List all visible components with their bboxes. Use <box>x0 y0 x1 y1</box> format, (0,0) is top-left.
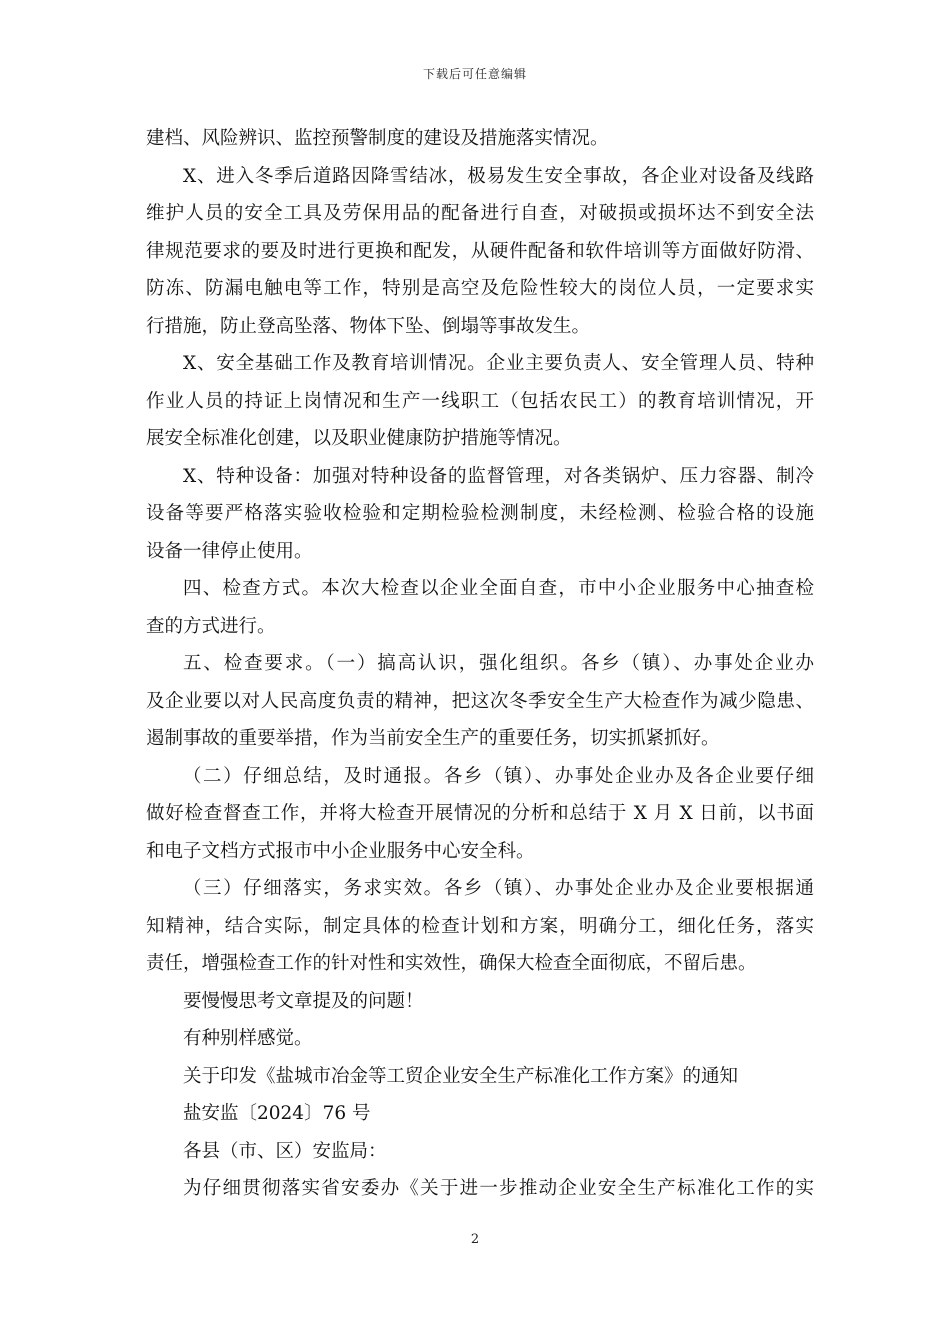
text-line: 防冻、防漏电触电等工作，特别是高空及危险性较大的岗位人员，一定要求实 <box>146 278 814 299</box>
text-line: 建档、风险辨识、监控预警制度的建设及措施落实情况。 <box>146 128 609 149</box>
text-line: 五、检查要求。（一）搞高认识，强化组织。各乡（镇）、办事处企业办 <box>183 653 814 674</box>
text-line: 设备一律停止使用。 <box>146 540 313 562</box>
text-line: 维护人员的安全工具及劳保用品的配备进行自查，对破损或损坏达不到安全法 <box>146 203 814 224</box>
text-line: 为仔细贯彻落实省安委办《关于进一步推动企业安全生产标准化工作的实 <box>183 1178 814 1199</box>
text-line: 做好检查督查工作，并将大检查开展情况的分析和总结于 X 月 X 日前，以书面 <box>146 803 814 824</box>
document-body <box>146 120 814 1208</box>
text-line: （二）仔细总结，及时通报。各乡（镇）、办事处企业办及各企业要仔细 <box>183 765 814 787</box>
text-line: 设备等要严格落实验收检验和定期检验检测制度，未经检测、检验合格的设施 <box>146 503 814 524</box>
text-line: X、安全基础工作及教育培训情况。企业主要负责人、安全管理人员、特种 <box>183 353 814 374</box>
page-header: 下载后可任意编辑 <box>422 67 527 81</box>
text-line: 盐安监〔2024〕76 号 <box>183 1103 371 1124</box>
text-line: （三）仔细落实，务求实效。各乡（镇）、办事处企业办及企业要根据通 <box>183 878 814 899</box>
text-line: 作业人员的持证上岗情况和生产一线职工（包括农民工）的教育培训情况，开 <box>146 390 814 412</box>
text-line: 关于印发《盐城市冶金等工贸企业安全生产标准化工作方案》的通知 <box>183 1065 739 1087</box>
page-number: 2 <box>470 1232 480 1247</box>
text-line: 行措施，防止登高坠落、物体下坠、倒塌等事故发生。 <box>146 315 591 337</box>
text-line: 有种别样感觉。 <box>183 1028 313 1049</box>
text-line: 四、检查方式。本次大检查以企业全面自查，市中小企业服务中心抽查检 <box>183 578 814 599</box>
text-line: 展安全标准化创建，以及职业健康防护措施等情况。 <box>146 428 572 449</box>
text-line: 及企业要以对人民高度负责的精神，把这次冬季安全生产大检查作为减少隐患、 <box>146 690 814 712</box>
text-line: X、特种设备：加强对特种设备的监督管理，对各类锅炉、压力容器、制冷 <box>183 465 814 487</box>
text-line: 各县（市、区）安监局： <box>183 1140 387 1162</box>
text-line: 律规范要求的要及时进行更换和配发，从硬件配备和软件培训等方面做好防滑、 <box>146 240 814 262</box>
text-line: 要慢慢思考文章提及的问题！ <box>183 990 424 1012</box>
text-line: 遏制事故的重要举措，作为当前安全生产的重要任务，切实抓紧抓好。 <box>146 728 720 749</box>
text-line: 知精神，结合实际，制定具体的检查计划和方案，明确分工，细化任务，落实 <box>146 915 814 937</box>
text-line: 和电子文档方式报市中小企业服务中心安全科。 <box>146 840 535 862</box>
text-line: 查的方式进行。 <box>146 615 276 637</box>
text-line: X、进入冬季后道路因降雪结冰，极易发生安全事故，各企业对设备及线路 <box>183 165 814 187</box>
text-line: 责任，增强检查工作的针对性和实效性，确保大检查全面彻底，不留后患。 <box>146 953 757 974</box>
